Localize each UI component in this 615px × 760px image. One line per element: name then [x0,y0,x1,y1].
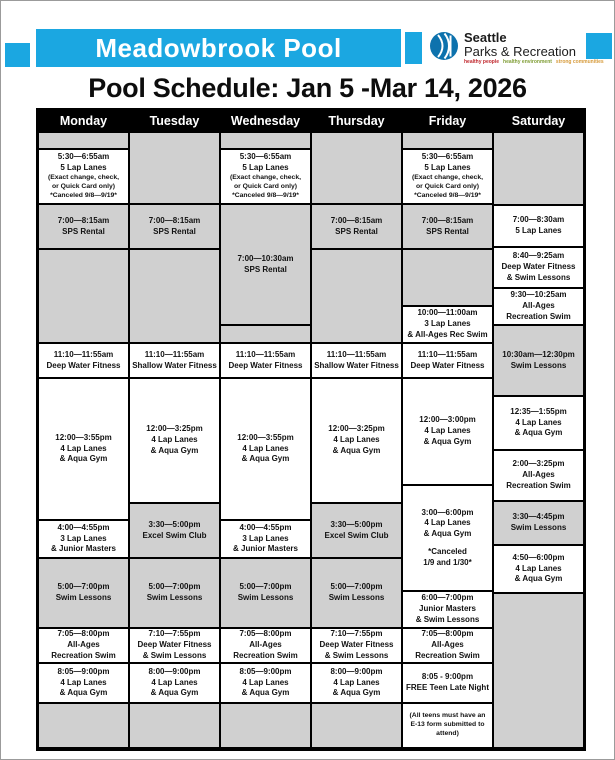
cell-text-line: 7:05—8:00pm [239,629,292,639]
cell-text-line: & Aqua Gym [241,688,290,698]
cell-text-line: All-Ages [67,640,100,650]
schedule-cell [129,703,220,748]
cell-text-line: 7:00—8:15am [421,215,474,225]
cell-text-line: & Aqua Gym [241,454,290,464]
cell-text-line: 4 Lap Lanes [424,518,471,528]
cell-text-line: All-Ages [522,470,555,480]
pool-name: Meadowbrook Pool [95,32,342,63]
cell-text-line: (Exact change, check, [229,174,302,182]
schedule-cell [38,520,129,558]
cell-text-line: *Canceled [428,546,467,556]
cell-text-line: 5:30—6:55am [57,152,110,162]
cell-text-line: 4:00—4:55pm [239,522,292,532]
cell-text-line: & Junior Masters [51,544,116,554]
cell-text-line: or Quick Card only) [415,182,480,190]
cell-text-line: 4 Lap Lanes [424,426,471,436]
cell-text-line: Shallow Water Fitness [314,360,399,370]
schedule-cell [493,501,584,545]
cell-text-line: & Swim Lessons [142,650,207,660]
cell-text-line: 5:30—6:55am [421,152,474,162]
cell-text-line: Swim Lessons [237,593,294,602]
cell-text-line: SPS Rental [426,226,469,236]
accent-square-middle [405,32,422,64]
cell-text-line: or Quick Card only) [51,182,116,190]
cell-text-line: 4 Lap Lanes [151,435,198,445]
schedule-cell [493,450,584,501]
schedule-cell [220,343,311,378]
schedule-cell [38,628,129,663]
cell-text-line: 5:00—7:00pm [57,582,110,592]
page-title: Pool Schedule: Jan 5 -Mar 14, 2026 [88,73,527,103]
schedule-cell [402,378,493,485]
cell-text-line: & Aqua Gym [59,688,108,698]
cell-text-line: 6:00—7:00pm [421,593,474,603]
schedule-cell [220,703,311,748]
cell-text-line: Deep Water Fitness [228,360,303,370]
cell-text-line: SPS Rental [244,264,287,274]
cell-text-line: & Aqua Gym [332,688,381,698]
cell-text-line: 3 Lap Lanes [424,319,471,329]
cell-text-line: 4 Lap Lanes [515,417,562,427]
schedule-cell [493,545,584,593]
tagline-word: healthy people [464,59,500,66]
cell-text-line: (Exact change, check, [411,174,484,182]
pool-name-banner [36,29,401,67]
schedule-cell [311,132,402,204]
schedule-cell [129,132,220,204]
cell-text-line: E-13 form submitted to [410,721,485,729]
cell-text-line: 8:05—9:00pm [57,666,110,676]
schedule-cell [311,343,402,378]
logo-org-name: Seattle [464,30,507,45]
day-column-monday [38,110,129,748]
schedule-cell [402,132,493,149]
cell-text-line: Swim Lessons [146,593,203,602]
cell-text-line: 12:00—3:55pm [237,432,294,442]
seattle-parks-logo [429,31,604,66]
cell-text-line: SPS Rental [335,226,378,236]
cell-text-line: 11:10—11:55am [53,349,114,359]
cell-text-line: Swim Lessons [328,593,385,602]
schedule-cell [402,204,493,249]
cell-text-line: 3:30—5:00pm [148,519,201,529]
schedule-cell [311,249,402,343]
cell-text-line: 4:50—6:00pm [512,552,565,562]
cell-text-line: & Swim Lessons [506,272,571,282]
cell-text-line: 1/9 and 1/30* [423,557,472,567]
cell-text-line: 7:00—10:30am [237,253,294,263]
cell-text-line: FREE Teen Late Night [406,683,489,692]
schedule-cell [38,204,129,249]
schedule-cell [493,205,584,247]
cell-text-line: 4 Lap Lanes [242,677,289,687]
cell-text-line: Recreation Swim [233,650,298,660]
cell-text-line: & Swim Lessons [324,650,389,660]
schedule-cell [220,378,311,520]
schedule-cell [38,343,129,378]
cell-text-line: 7:10—7:55pm [148,629,201,639]
cell-text-line: 5 Lap Lanes [424,163,471,173]
cell-text-line: All-Ages [522,301,555,311]
cell-text-line: Swim Lessons [510,360,567,370]
cell-text-line: SPS Rental [62,226,105,236]
cell-text-line: Deep Water Fitness [410,360,485,370]
cell-text-line: 9:30—10:25am [510,290,567,300]
cell-text-line: Junior Masters [419,604,476,614]
cell-text-line: 3:00—6:00pm [421,507,474,517]
schedule-cell [220,628,311,663]
schedule-cell [402,703,493,748]
schedule-cell [129,558,220,628]
cell-text-line: 3:30—4:45pm [512,512,565,522]
cell-text-line: 4 Lap Lanes [242,443,289,453]
schedule-cell [402,249,493,306]
schedule-cell [311,378,402,503]
cell-text-line: & Swim Lessons [415,614,480,624]
cell-text-line: *Canceled 9/8—9/19* [232,191,299,199]
cell-text-line: 2:00—3:25pm [512,459,565,469]
cell-text-line: Deep Water Fitness [501,262,576,272]
cell-text-line: & Junior Masters [233,544,298,554]
cell-text-line: 11:10—11:55am [417,349,478,359]
cell-text-line: & Aqua Gym [514,574,563,584]
cell-text-line: 7:00—8:15am [148,215,201,225]
schedule-cell [220,132,311,149]
cell-text-line: *Canceled 9/8—9/19* [50,191,117,199]
day-header-saturday: Saturday [493,110,584,132]
cell-text-line: 11:10—11:55am [144,349,205,359]
day-column-wednesday [220,110,311,748]
schedule-grid [36,108,586,751]
cell-text-line: 5 Lap Lanes [60,163,107,173]
schedule-cell [311,503,402,558]
schedule-cell [402,306,493,343]
schedule-cell [402,343,493,378]
cell-text-line: 5 Lap Lanes [242,163,289,173]
cell-text-line: 10:00—11:00am [417,308,478,318]
tagline-word: healthy environment [503,59,552,66]
schedule-cell [129,378,220,503]
cell-text-line: 4 Lap Lanes [333,435,380,445]
accent-square-right [586,33,612,59]
day-header-thursday: Thursday [311,110,402,132]
cell-text-line: 5 Lap Lanes [515,226,562,235]
schedule-cell [493,247,584,288]
cell-text-line: 12:00—3:55pm [55,432,112,442]
cell-text-line: 8:05 - 9:00pm [421,672,474,682]
cell-text-line: 10:30am—12:30pm [502,349,575,359]
cell-text-line: 11:10—11:55am [326,349,387,359]
schedule-cell [493,132,584,205]
logo-tagline [464,60,604,65]
schedule-cell [38,558,129,628]
schedule-cell [38,132,129,149]
cell-text-line: Recreation Swim [506,480,571,490]
schedule-cell [38,378,129,520]
cell-text-line: 8:00—9:00pm [330,666,383,676]
cell-text-line: 7:05—8:00pm [421,629,474,639]
cell-text-line: Shallow Water Fitness [132,360,217,370]
schedule-cell [129,249,220,343]
cell-text-line: 7:05—8:00pm [57,629,110,639]
cell-text-line: Deep Water Fitness [46,360,121,370]
cell-text-line: Swim Lessons [510,523,567,532]
day-header-tuesday: Tuesday [129,110,220,132]
schedule-cell [129,204,220,249]
cell-text-line: 7:00—8:15am [330,215,383,225]
day-header-monday: Monday [38,110,129,132]
cell-text-line: Excel Swim Club [142,530,207,540]
schedule-cell [311,628,402,663]
schedule-cell [129,343,220,378]
cell-text-line: 4:00—4:55pm [57,522,110,532]
logo-org-dept: Parks & Recreation [464,43,576,59]
schedule-cell [220,149,311,204]
schedule-cell [220,520,311,558]
schedule-cell [129,663,220,703]
logo-text-block [464,31,604,66]
cell-text-line: 4 Lap Lanes [60,443,107,453]
cell-text-line: SPS Rental [153,226,196,236]
cell-text-line: 4 Lap Lanes [151,677,198,687]
cell-text-line: All-Ages [249,640,282,650]
cell-text-line: 5:00—7:00pm [330,582,383,592]
schedule-cell [402,628,493,663]
schedule-cell [311,663,402,703]
cell-text-line: & All-Ages Rec Swim [407,329,488,339]
day-header-wednesday: Wednesday [220,110,311,132]
schedule-cell [311,558,402,628]
schedule-cell [129,628,220,663]
accent-square-left [5,43,30,67]
cell-text-line: Recreation Swim [415,650,480,660]
schedule-cell [402,591,493,628]
cell-text-line: & Aqua Gym [423,529,472,539]
cell-text-line: Excel Swim Club [324,530,389,540]
schedule-cell [220,325,311,343]
cell-text-line: (Exact change, check, [47,174,120,182]
cell-text-line: Recreation Swim [506,311,571,321]
cell-text-line: Deep Water Fitness [137,640,212,650]
cell-text-line: 8:00—9:00pm [148,666,201,676]
schedule-cell [38,149,129,204]
cell-text-line: All-Ages [431,640,464,650]
schedule-cell [220,663,311,703]
schedule-cell [493,325,584,396]
cell-text-line: 7:00—8:15am [57,215,110,225]
cell-text-line: 12:00—3:00pm [419,415,476,425]
cell-text-line: 12:00—3:25pm [146,424,203,434]
schedule-cell [311,703,402,748]
seattle-parks-logo-icon [429,31,459,61]
cell-text-line: 11:10—11:55am [235,349,296,359]
cell-text-line: 12:00—3:25pm [328,424,385,434]
cell-text-line: attend) [436,729,459,737]
schedule-cell [402,485,493,591]
cell-text-line: *Canceled 9/8—9/19* [414,191,481,199]
cell-text-line: 5:30—6:55am [239,152,292,162]
cell-text-line: 3:30—5:00pm [330,519,383,529]
cell-text-line: & Aqua Gym [423,436,472,446]
schedule-cell [402,663,493,703]
cell-text-line: & Aqua Gym [150,688,199,698]
schedule-cell [493,288,584,325]
cell-text-line: 5:00—7:00pm [239,582,292,592]
cell-text-line: 7:10—7:55pm [330,629,383,639]
schedule-cell [220,204,311,325]
cell-text-line: 3 Lap Lanes [242,533,289,543]
schedule-cell [493,593,584,748]
cell-text-line: 3 Lap Lanes [60,533,107,543]
cell-text-line: 4 Lap Lanes [515,563,562,573]
schedule-cell [38,663,129,703]
cell-text-line: 8:40—9:25am [512,251,565,261]
schedule-cell [129,503,220,558]
cell-text-line: 12:35—1:55pm [510,406,567,416]
day-column-tuesday [129,110,220,748]
day-header-friday: Friday [402,110,493,132]
schedule-cell [38,249,129,343]
cell-text-line: Deep Water Fitness [319,640,394,650]
cell-text-line: & Aqua Gym [332,445,381,455]
cell-text-line: 4 Lap Lanes [60,677,107,687]
schedule-cell [493,396,584,450]
cell-text-line: or Quick Card only) [233,182,298,190]
day-column-thursday [311,110,402,748]
cell-text-line: 7:00—8:30am [512,215,565,225]
cell-text-line: Swim Lessons [55,593,112,602]
cell-text-line: Recreation Swim [51,650,116,660]
schedule-cell [402,149,493,204]
cell-text-line: & Aqua Gym [150,445,199,455]
day-column-saturday [493,110,584,748]
cell-text-line: 4 Lap Lanes [333,677,380,687]
cell-text-line: & Aqua Gym [59,454,108,464]
day-column-friday [402,110,493,748]
tagline-word: strong communities [555,59,604,66]
schedule-cell [38,703,129,748]
cell-text-line: & Aqua Gym [514,428,563,438]
schedule-cell [220,558,311,628]
cell-text-line: 5:00—7:00pm [148,582,201,592]
schedule-cell [311,204,402,249]
cell-text-line: 8:05—9:00pm [239,666,292,676]
cell-text-line: (All teens must have an [409,712,486,720]
